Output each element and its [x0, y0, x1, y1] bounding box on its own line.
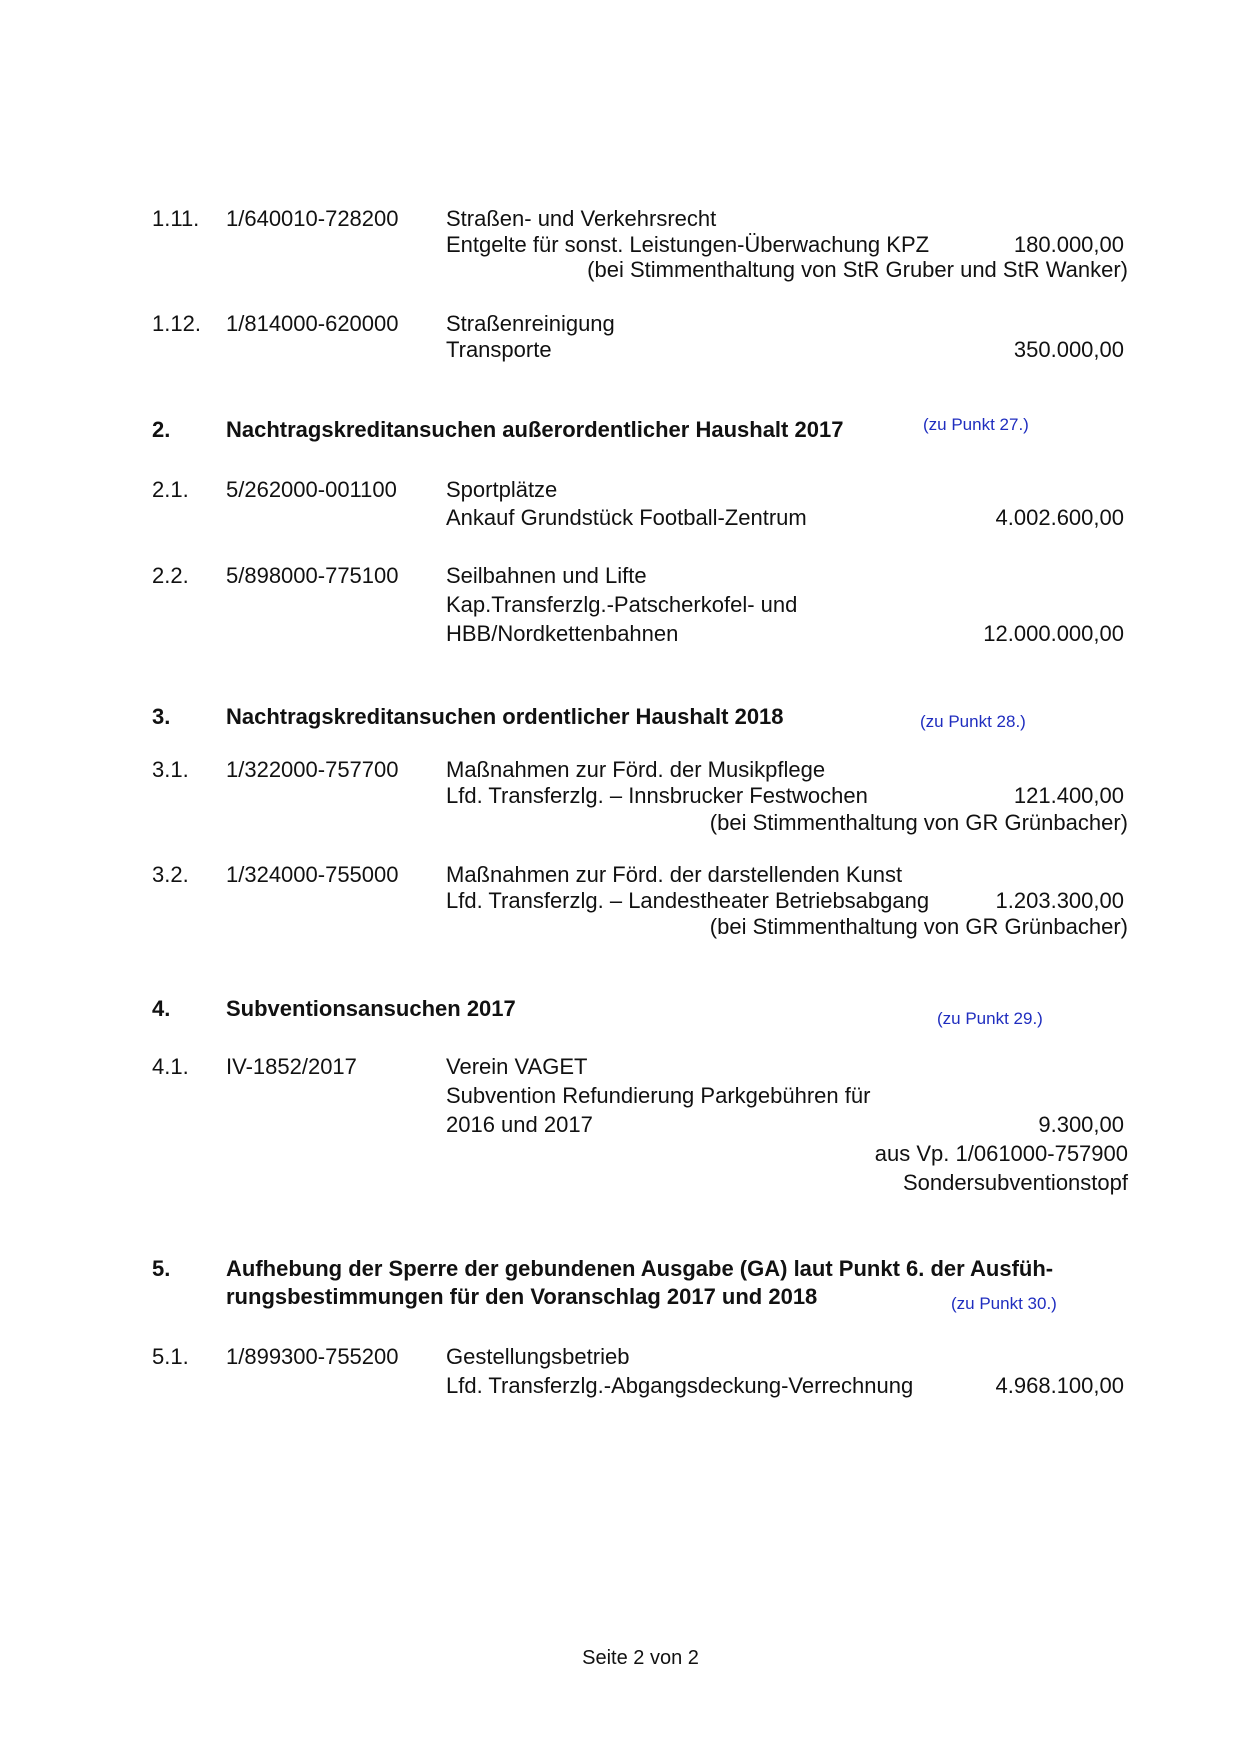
section-note: (zu Punkt 30.) — [951, 1294, 1057, 1313]
item-account: 1/814000-620000 — [226, 311, 399, 336]
item-description-line: Subvention Refundierung Parkgebühren für — [446, 1083, 871, 1108]
item-account: 1/899300-755200 — [226, 1344, 399, 1369]
item-number: 1.11. — [152, 206, 200, 231]
item-amount: 180.000,00 — [1013, 232, 1124, 257]
item-amount: 121.400,00 — [1013, 783, 1124, 808]
item-number: 3.1. — [152, 757, 189, 782]
item-amount: 4.002.600,00 — [995, 505, 1124, 530]
item-remark: (bei Stimmenthaltung von StR Gruber und StR Wanker) — [587, 257, 1128, 282]
item-number: 1.12. — [152, 311, 201, 336]
item-amount: 12.000.000,00 — [983, 621, 1124, 646]
item-amount: 350.000,00 — [1013, 337, 1124, 362]
item-account: 1/322000-757700 — [226, 757, 399, 782]
item-remark: (bei Stimmenthaltung von GR Grünbacher) — [709, 810, 1128, 835]
page-footer: Seite 2 von 2 — [582, 1647, 699, 1669]
item-description-line: Verein VAGET — [446, 1054, 588, 1079]
item-account: 5/262000-001100 — [226, 477, 397, 502]
item-source-line: aus Vp. 1/061000-757900 — [874, 1141, 1128, 1166]
item-source-line: Sondersubventionstopf — [902, 1170, 1128, 1195]
item-description-line: Maßnahmen zur Förd. der darstellenden Kunst — [446, 862, 903, 887]
item-description-line: Sportplätze — [446, 477, 558, 502]
section-title: Nachtragskreditansuchen außerordentlicher Haushalt 2017 — [226, 417, 844, 442]
section-number: 4. — [152, 996, 171, 1021]
item-amount: 9.300,00 — [1038, 1112, 1124, 1137]
item-description-line: Lfd. Transferzlg. – Landestheater Betriebsabgang — [446, 888, 930, 913]
item-description-line: Maßnahmen zur Förd. der Musikpflege — [446, 757, 826, 782]
item-description-line: Kap.Transferzlg.-Patscherkofel- und — [446, 592, 798, 617]
item-account: IV-1852/2017 — [226, 1054, 357, 1079]
item-number: 2.2. — [152, 563, 189, 588]
section-title: Nachtragskreditansuchen ordentlicher Haushalt 2018 — [226, 704, 784, 729]
item-description-line: Seilbahnen und Lifte — [446, 563, 647, 588]
item-account: 1/324000-755000 — [226, 862, 399, 887]
section-number: 5. — [152, 1256, 171, 1281]
item-description-line: Entgelte für sonst. Leistungen-Überwachung KPZ — [446, 232, 930, 257]
section-note: (zu Punkt 28.) — [920, 712, 1026, 731]
item-description-line: Lfd. Transferzlg.-Abgangsdeckung-Verrechnung — [446, 1373, 914, 1398]
item-description-line: Straßen- und Verkehrsrecht — [446, 206, 717, 231]
item-amount: 1.203.300,00 — [995, 888, 1124, 913]
item-number: 2.1. — [152, 477, 189, 502]
item-number: 5.1. — [152, 1344, 189, 1369]
item-remark: (bei Stimmenthaltung von GR Grünbacher) — [709, 914, 1128, 939]
item-description-line: 2016 und 2017 — [446, 1112, 593, 1137]
item-account: 5/898000-775100 — [226, 563, 399, 588]
section-note: (zu Punkt 27.) — [923, 415, 1029, 434]
section-number: 3. — [152, 704, 171, 729]
section-title: Subventionsansuchen 2017 — [226, 996, 516, 1021]
section-title-line: rungsbestimmungen für den Voranschlag 2017 und 2018 — [226, 1284, 818, 1309]
item-description-line: Gestellungsbetrieb — [446, 1344, 630, 1369]
item-description-line: Ankauf Grundstück Football-Zentrum — [446, 505, 807, 530]
section-number: 2. — [152, 417, 171, 442]
item-description-line: Straßenreinigung — [446, 311, 615, 336]
section-title-line: Aufhebung der Sperre der gebundenen Ausgabe (GA) laut Punkt 6. der Ausfüh- — [226, 1256, 1054, 1281]
item-description-line: Lfd. Transferzlg. – Innsbrucker Festwochen — [446, 783, 868, 808]
item-number: 4.1. — [152, 1054, 189, 1079]
item-number: 3.2. — [152, 862, 189, 887]
item-amount: 4.968.100,00 — [995, 1373, 1124, 1398]
section-note: (zu Punkt 29.) — [937, 1009, 1043, 1028]
item-description-line: HBB/Nordkettenbahnen — [446, 621, 679, 646]
item-description-line: Transporte — [446, 337, 552, 362]
item-account: 1/640010-728200 — [226, 206, 399, 231]
